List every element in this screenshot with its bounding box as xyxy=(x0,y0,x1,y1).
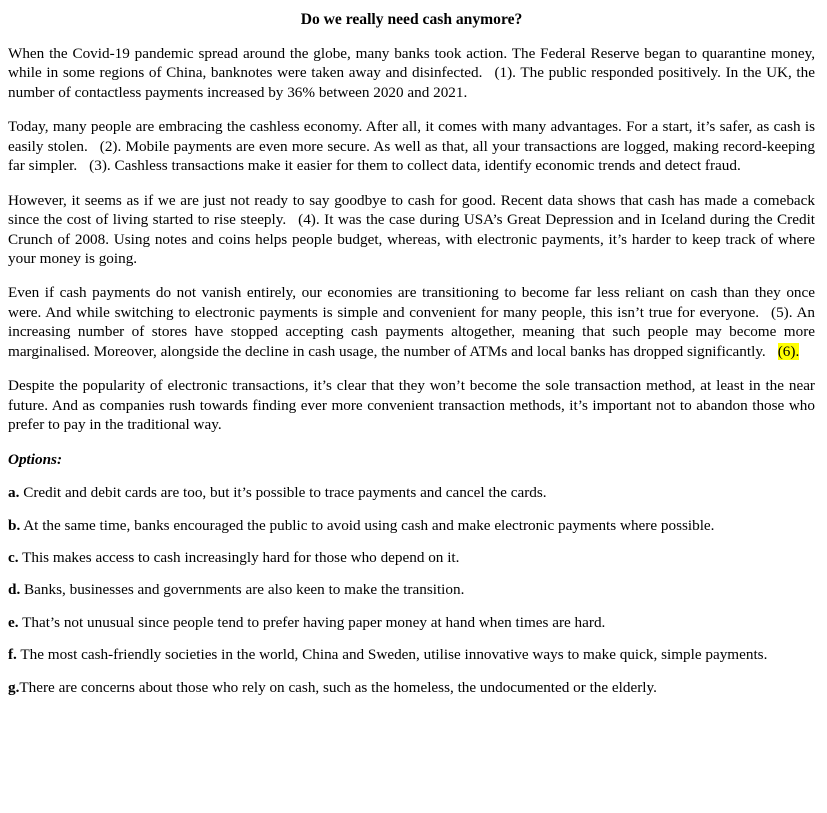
gap-marker-1[interactable]: (1). xyxy=(494,64,516,82)
option-d[interactable] xyxy=(8,580,815,599)
gap-marker-4[interactable]: (4). xyxy=(298,211,320,229)
option-a-text: Credit and debit cards are too, but it’s possible to trace payments and cancel the cards. xyxy=(23,484,547,502)
options-heading: Options: xyxy=(8,450,63,468)
paragraph-1 xyxy=(8,44,815,102)
option-b-text: At the same time, banks encouraged the public to avoid using cash and make electronic payments where possible. xyxy=(23,516,715,534)
option-d-text: Banks, businesses and governments are also keen to make the transition. xyxy=(24,581,465,599)
page-title: Do we really need cash anymore? xyxy=(300,11,523,28)
paragraph-4-text-before: Even if cash payments do not vanish entirely, our economies are transitioning to become far less reliant on cash than they once were. And while switching to electronic payments is simple and convenient for many people, this isn’t true for everyone. xyxy=(8,284,815,321)
option-d-label: d. xyxy=(8,581,21,599)
option-c-text: This makes access to cash increasingly hard for those who depend on it. xyxy=(22,549,460,567)
option-g-label: g. xyxy=(8,678,20,696)
option-a-label: a. xyxy=(8,484,20,502)
gap-marker-2[interactable]: (2). xyxy=(99,137,122,155)
gap-marker-6[interactable]: (6). xyxy=(777,342,800,360)
option-b[interactable] xyxy=(8,516,815,535)
paragraph-3-text-after: It was the case during USA’s Great Depression and in Iceland during the Credit Crunch of 2008. Using notes and coins helps people budget, whereas, with electronic payments, it’s harder to keep track of where your money is going. xyxy=(8,211,816,268)
option-c-label: c. xyxy=(8,549,19,567)
option-f[interactable] xyxy=(8,645,815,664)
paragraph-4-text-after: An increasing number of stores have stopped accepting cash payments altogether, meaning that such people may become more marginalised. Moreover, alongside the decline in cash usage, the number of ATMs and local banks has dropped significantly. xyxy=(8,303,815,360)
option-e-label: e. xyxy=(8,613,19,631)
paragraph-2-text-before: Today, many people are embracing the cashless economy. After all, it comes with many advantages. For a start, it’s safer, as cash is easily stolen. xyxy=(8,118,815,155)
paragraph-4 xyxy=(8,283,815,361)
option-g[interactable] xyxy=(8,678,815,697)
option-f-text: The most cash-friendly societies in the world, China and Sweden, utilise innovative ways to make quick, simple payments. xyxy=(20,646,768,664)
option-b-label: b. xyxy=(8,516,21,534)
option-g-text: There are concerns about those who rely on cash, such as the homeless, the undocumented or the elderly. xyxy=(19,678,657,696)
option-c[interactable] xyxy=(8,548,815,567)
paragraph-5: Despite the popularity of electronic transactions, it’s clear that they won’t become the sole transaction method, at least in the near future. And as companies rush towards finding ever more convenient transaction methods, it’s important not to abandon those who prefer to pay in the traditional way. xyxy=(8,377,815,434)
gap-marker-5[interactable]: (5). xyxy=(771,303,793,321)
paragraph-3 xyxy=(8,191,815,269)
paragraph-1-text-before: When the Covid-19 pandemic spread around the globe, many banks took action. The Federal Reserve began to quarantine money, while in some regions of China, banknotes were taken away and disinfected. xyxy=(8,44,815,82)
option-a[interactable] xyxy=(8,483,815,502)
option-f-label: f. xyxy=(8,646,17,664)
paragraph-2-text-after-2: Cashless transactions make it easier for them to collect data, identify economic trends and detect fraud. xyxy=(114,157,741,175)
gap-marker-3[interactable]: (3). xyxy=(89,157,111,175)
option-e-text: That’s not unusual since people tend to prefer having paper money at hand when times are hard. xyxy=(22,613,606,631)
option-e[interactable] xyxy=(8,613,815,632)
paragraph-2 xyxy=(8,117,815,175)
paragraph-3-text-before: However, it seems as if we are just not ready to say goodbye to cash for good. Recent data shows that cash has made a comeback since the cost of living started to rise steeply. xyxy=(8,191,815,229)
paragraph-2-text-after: Mobile payments are even more secure. As well as that, all your transactions are logged, making record-keeping far simpler. xyxy=(8,137,815,175)
paragraph-1-text-after: The public responded positively. In the UK, the number of contactless payments increased by 36% between 2020 and 2021. xyxy=(8,64,815,101)
